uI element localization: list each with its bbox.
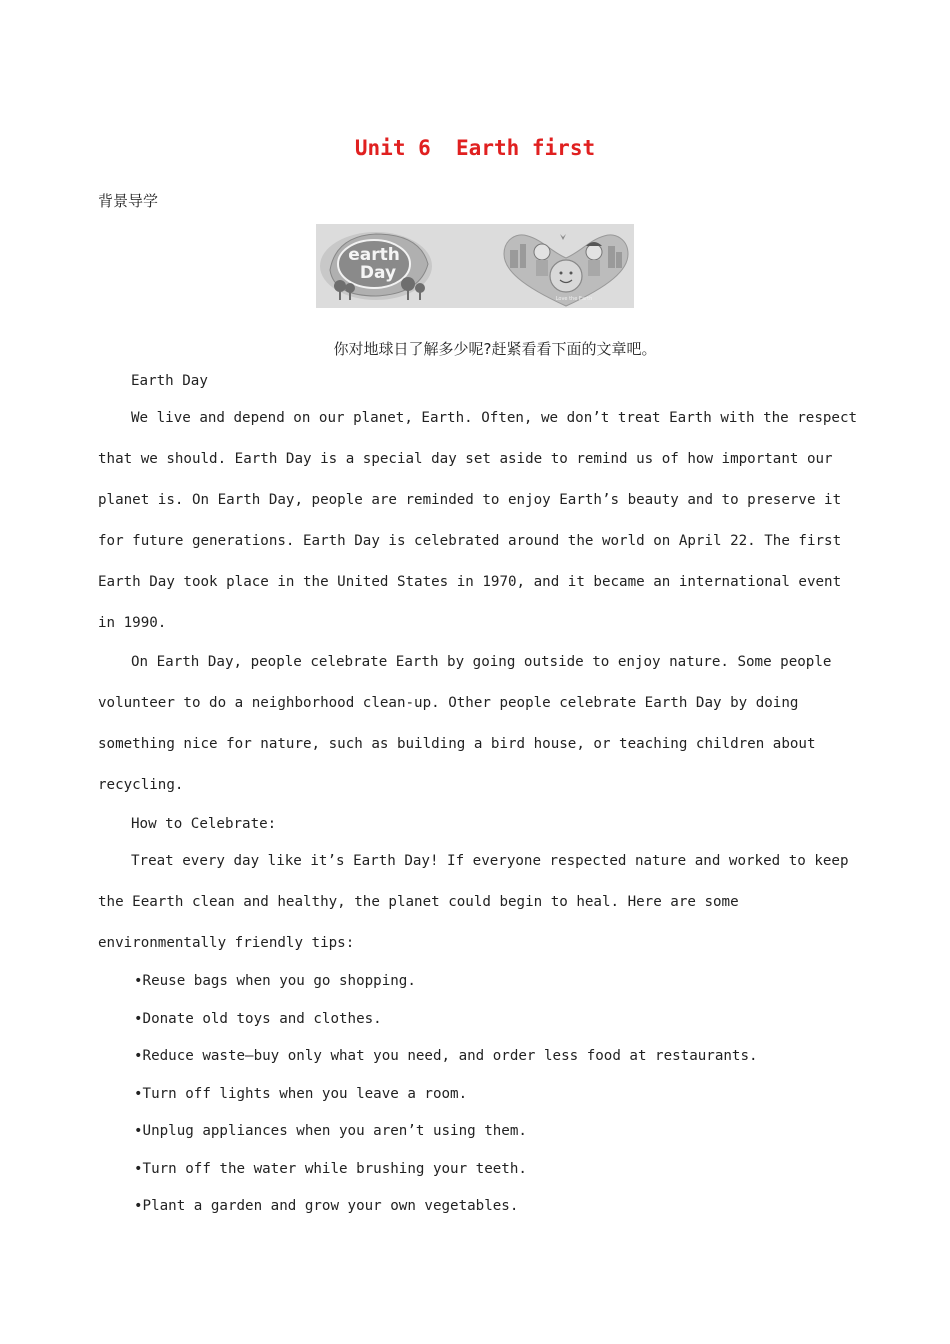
tip-item: •Turn off the water while brushing your teeth. (134, 1161, 527, 1177)
how-to-heading: How to Celebrate: (131, 816, 277, 832)
banner-caption: Love the Earth (555, 296, 593, 302)
paragraph-1: We live and depend on our planet, Earth. Often, we don’t treat Earth with the respect that we should. Earth Day is a special day set aside to remind us of how important our planet is. On Earth Day, people are reminded to enjoy Earth’s beauty and to preserve it for future generations. Earth Day is celebrated around the world on April 22. The first Earth Day took place in the United States in 1970, and it became an international event in 1990. (98, 410, 858, 631)
tip-item: •Plant a garden and grow your own vegetables. (134, 1198, 519, 1214)
intro-text: 你对地球日了解多少呢?赶紧看看下面的文章吧。 (333, 340, 657, 358)
tip-item: •Reuse bags when you go shopping. (134, 973, 416, 989)
paragraph-2: On Earth Day, people celebrate Earth by going outside to enjoy nature. Some people volunteer to do a neighborhood clean-up. Other people celebrate Earth Day by doing something nice for nature, such as building a bird house, or teaching children about recycling. (98, 654, 832, 793)
tip-item: •Unplug appliances when you aren’t using them. (134, 1123, 527, 1139)
banner-logo-line1: earth (348, 245, 400, 265)
article-title: Earth Day (131, 373, 208, 389)
section-label: 背景导学 (98, 192, 159, 210)
paragraph-3: Treat every day like it’s Earth Day! If everyone respected nature and worked to keep the Eearth clean and healthy, the planet could begin to heal. Here are some environmentally friendly tips: (98, 853, 849, 951)
earth-day-illustration (316, 224, 634, 308)
page-title: Unit 6 Earth first (354, 136, 596, 160)
earth-day-banner-image (316, 224, 634, 308)
tip-item: •Reduce waste—buy only what you need, and order less food at restaurants. (134, 1048, 758, 1064)
tip-item: •Turn off lights when you leave a room. (134, 1086, 468, 1102)
banner-logo-line2: Day (359, 263, 397, 283)
tip-item: •Donate old toys and clothes. (134, 1011, 382, 1027)
